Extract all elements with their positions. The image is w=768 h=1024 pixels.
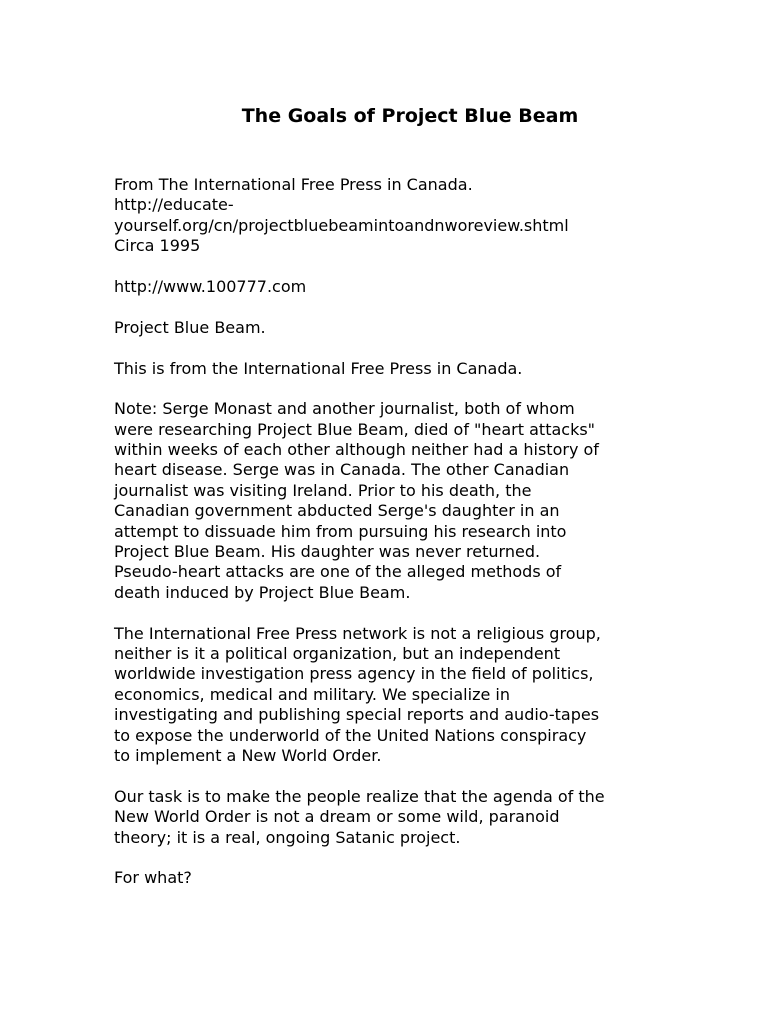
paragraph-gap bbox=[114, 297, 674, 317]
section-heading: Project Blue Beam. bbox=[114, 317, 266, 337]
paragraph-line: were researching Project Blue Beam, died of "heart attacks" bbox=[114, 419, 596, 439]
document-title: The Goals of Project Blue Beam bbox=[241, 105, 579, 127]
source-date-line: Circa 1995 bbox=[114, 236, 201, 256]
source-url-line: yourself.org/cn/projectbluebeamintoandnworeview.shtml bbox=[114, 215, 569, 235]
paragraph-line: heart disease. Serge was in Canada. The other Canadian bbox=[114, 460, 570, 480]
paragraph-line: within weeks of each other although neither had a history of bbox=[114, 440, 599, 460]
paragraph-line: The International Free Press network is not a religious group, bbox=[114, 623, 601, 643]
paragraph-line: Project Blue Beam. His daughter was never returned. bbox=[114, 542, 541, 562]
paragraph-line: worldwide investigation press agency in the field of politics, bbox=[114, 664, 594, 684]
note-paragraph bbox=[114, 399, 674, 603]
paragraph-line: economics, medical and military. We specialize in bbox=[114, 684, 510, 704]
paragraph-line: attempt to dissuade him from pursuing his research into bbox=[114, 521, 567, 541]
source-line: From The International Free Press in Canada. bbox=[114, 175, 473, 194]
paragraph-line: theory; it is a real, ongoing Satanic project. bbox=[114, 827, 461, 847]
paragraph-line: to implement a New World Order. bbox=[114, 745, 382, 765]
paragraph-line: Canadian government abducted Serge's daughter in an bbox=[114, 501, 560, 521]
source-url-line: http://educate- bbox=[114, 195, 234, 215]
website-link[interactable]: http://www.100777.com bbox=[114, 276, 307, 296]
source-block bbox=[114, 175, 674, 257]
paragraph-line: New World Order is not a dream or some wild, paranoid bbox=[114, 807, 560, 827]
paragraph-line: Our task is to make the people realize that the agenda of the bbox=[114, 786, 605, 806]
paragraph-gap bbox=[114, 379, 674, 399]
paragraph-line: journalist was visiting Ireland. Prior to his death, the bbox=[114, 480, 532, 500]
paragraph-gap bbox=[114, 338, 674, 358]
network-paragraph bbox=[114, 624, 674, 767]
task-paragraph bbox=[114, 787, 674, 848]
paragraph-line: Pseudo-heart attacks are one of the alleged methods of bbox=[114, 562, 562, 582]
paragraph-line: to expose the underworld of the United Nations conspiracy bbox=[114, 725, 587, 745]
document-body bbox=[114, 175, 674, 889]
paragraph-gap bbox=[114, 848, 674, 868]
paragraph-gap bbox=[114, 766, 674, 786]
paragraph-line: investigating and publishing special reports and audio-tapes bbox=[114, 705, 600, 725]
paragraph-line: Note: Serge Monast and another journalist, both of whom bbox=[114, 399, 575, 419]
intro-line: This is from the International Free Press in Canada. bbox=[114, 358, 523, 378]
paragraph-gap bbox=[114, 257, 674, 277]
paragraph-line: death induced by Project Blue Beam. bbox=[114, 582, 411, 602]
closing-question: For what? bbox=[114, 868, 192, 888]
paragraph-line: neither is it a political organization, but an independent bbox=[114, 643, 561, 663]
paragraph-gap bbox=[114, 603, 674, 623]
